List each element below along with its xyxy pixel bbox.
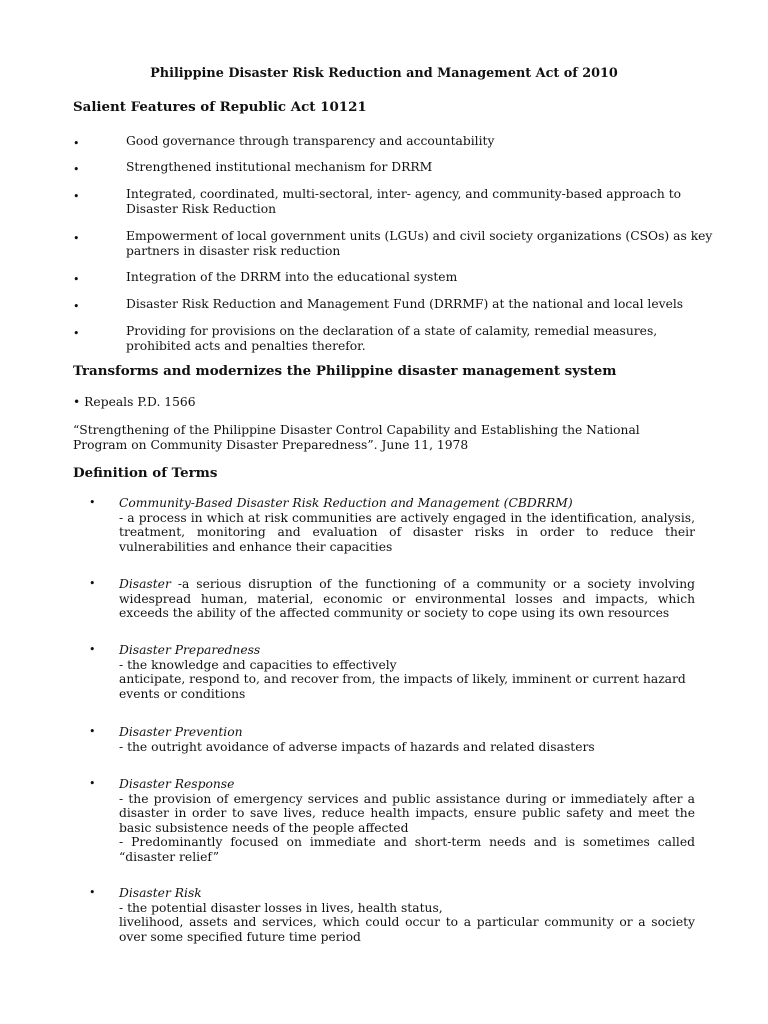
definition-of-terms-heading: Definition of Terms bbox=[73, 465, 218, 481]
term-definition: - the provision of emergency services and public assistance during or immediately after a disaster in order to save lives, reduce health impacts, ensure public safety and meet the basic subsistence needs of the people affected bbox=[119, 791, 695, 835]
feature-text: Strengthened institutional mechanism for DRRM bbox=[126, 160, 433, 174]
term-disaster bbox=[89, 577, 695, 621]
document-title: Philippine Disaster Risk Reduction and Management Act of 2010 bbox=[150, 66, 618, 81]
feature-item bbox=[73, 160, 713, 175]
term-disaster-response bbox=[89, 777, 695, 864]
term-name: Disaster Preparedness bbox=[119, 643, 261, 657]
feature-item bbox=[73, 297, 713, 312]
transforms-heading: Transforms and modernizes the Philippine disaster management system bbox=[73, 363, 617, 379]
term-name: Disaster bbox=[119, 577, 171, 591]
term-definition-continued: livelihood, assets and services, which could occur to a particular community or a society over some specified future time period bbox=[119, 915, 695, 944]
term-definition: - a process in which at risk communities are actively engaged in the identification, analysis, treatment, monitoring and evaluation of disaster risks in order to reduce their vulnerabilities and enhance their capacities bbox=[119, 510, 695, 554]
term-disaster-prevention bbox=[89, 725, 695, 754]
feature-text: Good governance through transparency and accountability bbox=[126, 134, 495, 148]
term-disaster-preparedness bbox=[89, 643, 695, 701]
feature-text: Disaster Risk Reduction and Management Fund (DRRMF) at the national and local levels bbox=[126, 297, 684, 311]
term-definition: - the potential disaster losses in lives, health status, bbox=[119, 900, 443, 915]
bullet: • bbox=[73, 327, 80, 340]
feature-text: Integration of the DRRM into the educational system bbox=[126, 270, 458, 284]
term-definition-continued: anticipate, respond to, and recover from, the impacts of likely, imminent or current hazard events or conditions bbox=[119, 672, 686, 701]
feature-text: Providing for provisions on the declaration of a state of calamity, remedial measures, prohibited acts and penalties therefor. bbox=[126, 324, 658, 353]
bullet: • bbox=[89, 725, 96, 738]
bullet: • bbox=[73, 163, 80, 176]
repeals-text: • Repeals P.D. 1566 bbox=[73, 395, 196, 409]
term-cbdrrm bbox=[89, 496, 695, 554]
pd-quote: “Strengthening of the Philippine Disaster Control Capability and Establishing the National Program on Community Disaster Preparedness”. June 11, 1978 bbox=[73, 423, 640, 452]
term-disaster-risk bbox=[89, 886, 695, 944]
feature-item bbox=[73, 270, 713, 285]
feature-text: Empowerment of local government units (LGUs) and civil society organizations (CSOs) as key partners in disaster risk reduction bbox=[126, 229, 713, 258]
bullet: • bbox=[73, 232, 80, 245]
bullet: • bbox=[89, 643, 96, 656]
feature-item bbox=[73, 187, 713, 216]
bullet: • bbox=[89, 496, 96, 509]
bullet: • bbox=[89, 777, 96, 790]
feature-item bbox=[73, 134, 713, 149]
feature-item bbox=[73, 324, 713, 353]
bullet: • bbox=[89, 886, 96, 899]
term-definition: - the outright avoidance of adverse impacts of hazards and related disasters bbox=[119, 739, 595, 754]
term-name: Community-Based Disaster Risk Reduction and Management (CBDRRM) bbox=[119, 496, 573, 510]
term-name: Disaster Response bbox=[119, 777, 235, 791]
term-name: Disaster Risk bbox=[119, 886, 202, 900]
bullet: • bbox=[89, 577, 96, 590]
term-definition: - the knowledge and capacities to effectively bbox=[119, 657, 397, 672]
salient-features-heading: Salient Features of Republic Act 10121 bbox=[73, 99, 367, 115]
bullet: • bbox=[73, 300, 80, 313]
term-definition-continued: - Predominantly focused on immediate and short-term needs and is sometimes called “disaster relief” bbox=[119, 835, 695, 864]
bullet: • bbox=[73, 137, 80, 150]
feature-item bbox=[73, 229, 713, 258]
bullet: • bbox=[73, 273, 80, 286]
term-definition: -a serious disruption of the functioning of a community or a society involving widespread human, material, economic or environmental losses and impacts, which exceeds the ability of the affected community or society to cope using its own resources bbox=[119, 577, 695, 620]
term-name: Disaster Prevention bbox=[119, 725, 243, 739]
feature-text: Integrated, coordinated, multi-sectoral, inter- agency, and community-based approach to Disaster Risk Reduction bbox=[126, 187, 682, 216]
bullet: • bbox=[73, 190, 80, 203]
